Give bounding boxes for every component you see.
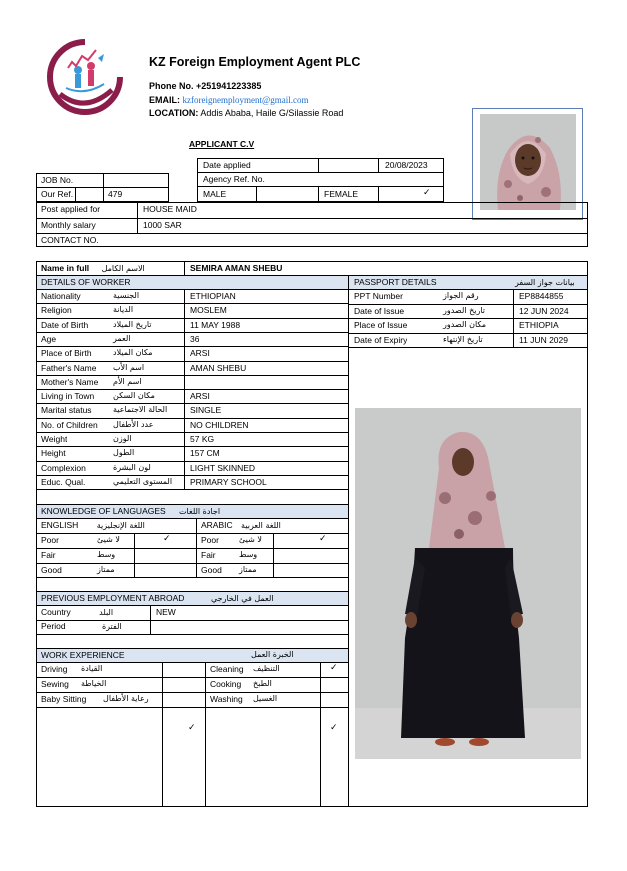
detail-value: ARSI [190, 391, 210, 401]
detail-label-ar: مكان السكن [113, 391, 155, 400]
location-label: LOCATION: [149, 108, 199, 118]
experience-label: Cleaning [210, 664, 244, 674]
post-box [36, 202, 588, 247]
passport-header: PASSPORT DETAILS [354, 277, 437, 287]
company-email-line [149, 95, 309, 105]
name-value: SEMIRA AMAN SHEBU [190, 263, 283, 273]
english-level-label: Good [41, 565, 62, 575]
abroad-header-ar: العمل في الخارجي [211, 594, 274, 603]
experience-label-ar: رعاية الأطفال [103, 694, 149, 703]
job-no-label: JOB No. [41, 175, 74, 185]
experience-label-ar: القيادة [81, 664, 103, 673]
detail-label-ar: تاريخ الميلاد [113, 320, 152, 329]
languages-header: KNOWLEDGE OF LANGUAGES [41, 506, 166, 516]
salary-label: Monthly salary [41, 220, 96, 230]
detail-value: 11 MAY 1988 [190, 320, 241, 330]
detail-label-ar: الوزن [113, 434, 132, 443]
experience-label: Sewing [41, 679, 69, 689]
english-level-label-ar: وسط [97, 550, 116, 559]
detail-label-ar: الحالة الاجتماعية [113, 405, 168, 414]
detail-label: Height [41, 448, 66, 458]
company-name: KZ Foreign Employment Agent PLC [149, 55, 361, 69]
company-logo [46, 38, 124, 116]
experience-check-icon: ✓ [330, 723, 338, 733]
contact-label: CONTACT NO. [41, 235, 99, 245]
detail-label-ar: اسم الأب [113, 363, 145, 372]
arabic-level-label-ar: ممتاز [239, 565, 257, 574]
experience-header: WORK EXPERIENCE [41, 650, 125, 660]
abroad-period-label [38, 620, 150, 633]
name-label [38, 262, 184, 275]
detail-label-ar: الطول [113, 448, 135, 457]
english-label-en: ENGLISH [41, 520, 79, 530]
passport-label: PPT Number [354, 291, 403, 301]
date-applied-value: 20/08/2023 [385, 160, 428, 170]
detail-label: Weight [41, 434, 68, 444]
experience-label: Baby Sitting [41, 694, 87, 704]
email-label: EMAIL: [149, 95, 180, 105]
english-level-label-ar: لا شيئ [97, 535, 120, 544]
detail-label: Nationality [41, 291, 81, 301]
experience-label: Washing [210, 694, 243, 704]
detail-value: NO CHILDREN [190, 420, 249, 430]
male-label: MALE [203, 189, 227, 199]
abroad-header: PREVIOUS EMPLOYMENT ABROAD [41, 593, 185, 603]
portrait-photo [480, 114, 576, 210]
experience-check-icon: ✓ [330, 663, 338, 673]
detail-label: Living in Town [41, 391, 95, 401]
passport-value: 11 JUN 2029 [519, 335, 568, 345]
detail-label: Marital status [41, 405, 92, 415]
passport-label-ar: تاريخ الإنتهاء [443, 335, 483, 344]
phone-label: Phone No. [149, 81, 194, 91]
name-label-en: Name in full [41, 263, 90, 273]
phone-value: +251941223385 [196, 81, 262, 91]
date-applied-label: Date applied [203, 160, 251, 170]
detail-label-ar: اسم الأم [113, 377, 142, 386]
detail-label: Complexion [41, 463, 86, 473]
arabic-level-label: Good [201, 565, 222, 575]
arabic-level-label-ar: وسط [239, 550, 258, 559]
experience-label-ar: الخياطة [81, 679, 107, 688]
detail-value: 57 KG [190, 434, 215, 444]
detail-label-ar: مكان الميلاد [113, 348, 153, 357]
arabic-level-check-icon: ✓ [319, 534, 327, 544]
languages-header-ar: اجادة اللغات [179, 507, 221, 516]
arabic-label [198, 519, 348, 532]
experience-label-ar: التنظيف [253, 664, 280, 673]
country-label-en: Country [41, 607, 71, 617]
experience-check-icon: ✓ [188, 723, 196, 733]
detail-label-ar: لون البشرة [113, 463, 151, 472]
our-ref-value: 479 [108, 189, 123, 199]
detail-label: Educ. Qual. [41, 477, 86, 487]
detail-label-ar: الديانة [113, 305, 134, 314]
english-label [38, 519, 196, 532]
detail-label: Place of Birth [41, 348, 92, 358]
name-label-ar: الاسم الكامل [101, 264, 145, 273]
experience-header-ar: الخبرة العمل [251, 650, 294, 659]
passport-value: 12 JUN 2024 [519, 306, 569, 316]
detail-label-ar: العمر [113, 334, 131, 343]
company-phone-line [149, 81, 261, 91]
detail-label: Age [41, 334, 57, 344]
email-link[interactable]: kzforeignemployment@gmail.com [182, 95, 309, 105]
passport-value: ETHIOPIA [519, 320, 559, 330]
passport-label-ar: تاريخ الصدور [443, 306, 485, 315]
english-level-label-ar: ممتاز [97, 565, 115, 574]
location-value: Addis Ababa, Haile G/Silassie Road [200, 108, 344, 118]
detail-label: Father's Name [41, 363, 97, 373]
detail-label: Date of Birth [41, 320, 89, 330]
country-label-ar: البلد [99, 608, 114, 617]
english-level-label: Fair [41, 550, 56, 560]
detail-value: PRIMARY SCHOOL [190, 477, 267, 487]
arabic-level-label-ar: لا شيئ [239, 535, 262, 544]
passport-label-ar: مكان الصدور [443, 320, 487, 329]
passport-value: EP8844855 [519, 291, 564, 301]
agency-ref-label: Agency Ref. No. [203, 174, 265, 184]
detail-value: 157 CM [190, 448, 220, 458]
detail-label-ar: المستوى التعليمي [113, 477, 173, 486]
abroad-country-value: NEW [156, 607, 176, 617]
post-label: Post applied for [41, 204, 101, 214]
passport-label: Date of Expiry [354, 335, 408, 345]
detail-value: ETHIOPIAN [190, 291, 236, 301]
detail-value: AMAN SHEBU [190, 363, 247, 373]
cv-title: APPLICANT C.V [189, 139, 255, 149]
detail-label: Religion [41, 305, 72, 315]
detail-label: Mother's Name [41, 377, 99, 387]
english-label-ar: اللغة الإنجليزية [96, 521, 145, 530]
english-level-label: Poor [41, 535, 59, 545]
passport-header-ar: بيانات جواز السفر [515, 278, 575, 287]
passport-label: Date of Issue [354, 306, 405, 316]
female-label: FEMALE [324, 189, 359, 199]
detail-value: MOSLEM [190, 305, 227, 315]
passport-label: Place of Issue [354, 320, 408, 330]
experience-label-ar: الغسيل [253, 694, 278, 703]
detail-value: SINGLE [190, 405, 222, 415]
detail-label-ar: الجنسية [113, 291, 140, 300]
passport-label-ar: رقم الجواز [443, 291, 479, 300]
experience-label: Driving [41, 664, 68, 674]
experience-label: Cooking [210, 679, 242, 689]
full-body-photo [355, 408, 581, 759]
arabic-level-label: Fair [201, 550, 216, 560]
period-label-ar: الفترة [101, 622, 122, 631]
experience-label-ar: الطبخ [253, 679, 272, 688]
salary-value: 1000 SAR [143, 220, 182, 230]
english-level-check-icon: ✓ [163, 534, 171, 544]
detail-value: LIGHT SKINNED [190, 463, 256, 473]
arabic-label-en: ARABIC [201, 520, 233, 530]
details-header: DETAILS OF WORKER [41, 277, 131, 287]
detail-label: No. of Children [41, 420, 98, 430]
company-location-line [149, 108, 343, 118]
post-value: HOUSE MAID [143, 204, 197, 214]
female-check-icon: ✓ [423, 188, 431, 198]
abroad-country-label [38, 606, 150, 619]
our-ref-label: Our Ref. [41, 189, 74, 199]
detail-value: 36 [190, 334, 200, 344]
arabic-level-label: Poor [201, 535, 219, 545]
detail-value: ARSI [190, 348, 210, 358]
detail-label-ar: عدد الأطفال [113, 420, 154, 429]
period-label-en: Period [41, 621, 66, 631]
arabic-label-ar: اللغة العربية [241, 521, 281, 530]
